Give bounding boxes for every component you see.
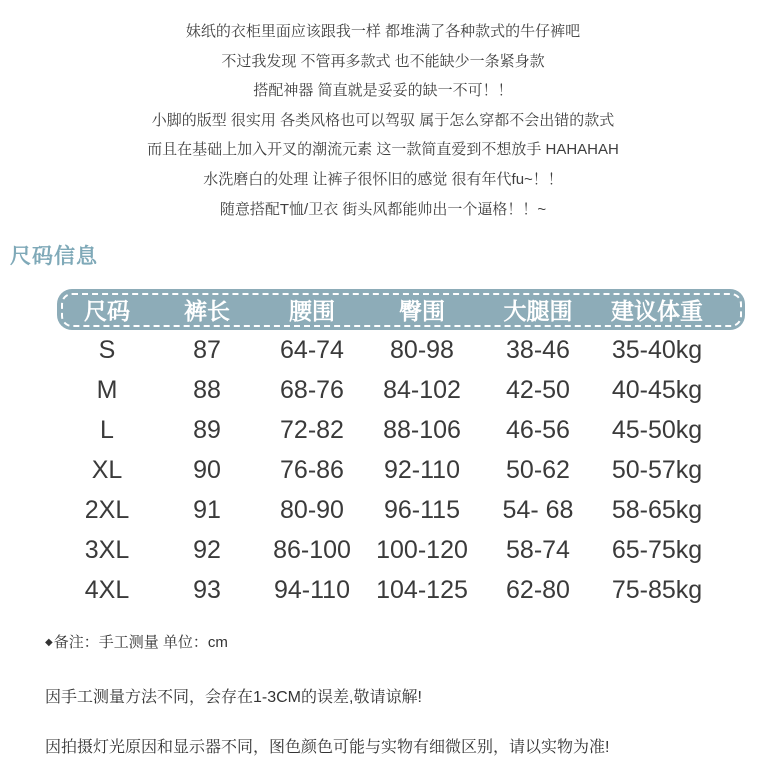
hip-cell: 96-115 (384, 495, 460, 524)
waist-cell: 64-74 (280, 335, 344, 364)
size-cell: L (100, 415, 114, 444)
intro-line: 水洗磨白的处理 让裤子很怀旧的感觉 很有年代fu~！！ (203, 170, 563, 188)
weight-cell: 58-65kg (611, 495, 703, 524)
size-cell: S (98, 335, 116, 364)
size-info-title: 尺码信息 (10, 245, 98, 268)
intro-line: 小脚的版型 很实用 各类风格也可以驾驭 属于怎么穿都不会出错的款式 (151, 111, 615, 129)
table-row (57, 490, 745, 530)
color-difference-note: 因拍摄灯光原因和显示器不同，图色颜色可能与实物有细微区别，请以实物为准! (45, 739, 610, 756)
header-cell-pant-length: 裤长 (184, 298, 230, 324)
size-cell: 3XL (84, 535, 130, 564)
pant-length-cell: 92 (193, 535, 221, 564)
remark-text: 备注：手工测量 单位：cm (53, 634, 228, 651)
hip-cell: 100-120 (376, 535, 468, 564)
diamond-icon: ◆ (45, 637, 53, 648)
size-cell: 4XL (84, 575, 130, 604)
header-cell-thigh: 大腿围 (503, 298, 573, 324)
waist-cell: 68-76 (280, 375, 344, 404)
pant-length-cell: 90 (193, 455, 221, 484)
waist-cell: 76-86 (280, 455, 344, 484)
size-cell: XL (91, 455, 123, 484)
pant-length-cell: 87 (193, 335, 221, 364)
thigh-cell: 50-62 (506, 455, 570, 484)
table-row (57, 370, 745, 410)
thigh-cell: 62-80 (506, 575, 570, 604)
remark-note (45, 631, 228, 652)
size-cell: 2XL (84, 495, 130, 524)
table-row (57, 450, 745, 490)
header-cell-weight: 建议体重 (611, 298, 703, 324)
hip-cell: 84-102 (383, 375, 461, 404)
waist-cell: 80-90 (280, 495, 344, 524)
measurement-error-note: 因手工测量方法不同，会存在1-3CM的误差,敬请谅解! (45, 689, 422, 706)
thigh-cell: 42-50 (506, 375, 570, 404)
hip-cell: 92-110 (384, 455, 460, 484)
header-cell-waist: 腰围 (289, 298, 335, 324)
pant-length-cell: 93 (193, 575, 221, 604)
intro-line: 搭配神器 简直就是妥妥的缺一不可！！ (253, 82, 513, 100)
hip-cell: 88-106 (383, 415, 461, 444)
weight-cell: 75-85kg (611, 575, 703, 604)
weight-cell: 40-45kg (611, 375, 703, 404)
weight-cell: 35-40kg (611, 335, 703, 364)
weight-cell: 45-50kg (611, 415, 703, 444)
waist-cell: 86-100 (273, 535, 351, 564)
header-cell-hip: 臀围 (399, 298, 445, 324)
intro-line: 随意搭配T恤/卫衣 街头风都能帅出一个逼格！！~ (219, 200, 547, 218)
thigh-cell: 54- 68 (502, 495, 574, 524)
waist-cell: 94-110 (274, 575, 350, 604)
waist-cell: 72-82 (280, 415, 344, 444)
pant-length-cell: 91 (193, 495, 221, 524)
size-table (57, 289, 745, 610)
weight-cell: 50-57kg (611, 455, 703, 484)
hip-cell: 104-125 (376, 575, 468, 604)
table-row (57, 410, 745, 450)
intro-line: 不过我发现 不管再多款式 也不能缺少一条紧身款 (221, 52, 545, 70)
table-row (57, 530, 745, 570)
pant-length-cell: 89 (193, 415, 221, 444)
header-cell-size: 尺码 (84, 298, 130, 324)
weight-cell: 65-75kg (611, 535, 703, 564)
intro-line: 妹纸的衣柜里面应该跟我一样 都堆满了各种款式的牛仔裤吧 (185, 23, 581, 40)
pant-length-cell: 88 (193, 375, 221, 404)
table-row (57, 330, 745, 370)
table-row (57, 570, 745, 610)
size-cell: M (96, 375, 118, 404)
intro-section (0, 17, 766, 224)
intro-line: 而且在基础上加入开叉的潮流元素 这一款简直爱到不想放手 HAHAHAH (147, 141, 619, 159)
thigh-cell: 46-56 (506, 415, 570, 444)
hip-cell: 80-98 (390, 335, 454, 364)
thigh-cell: 38-46 (506, 335, 570, 364)
thigh-cell: 58-74 (506, 535, 570, 564)
size-table-header (57, 289, 745, 330)
